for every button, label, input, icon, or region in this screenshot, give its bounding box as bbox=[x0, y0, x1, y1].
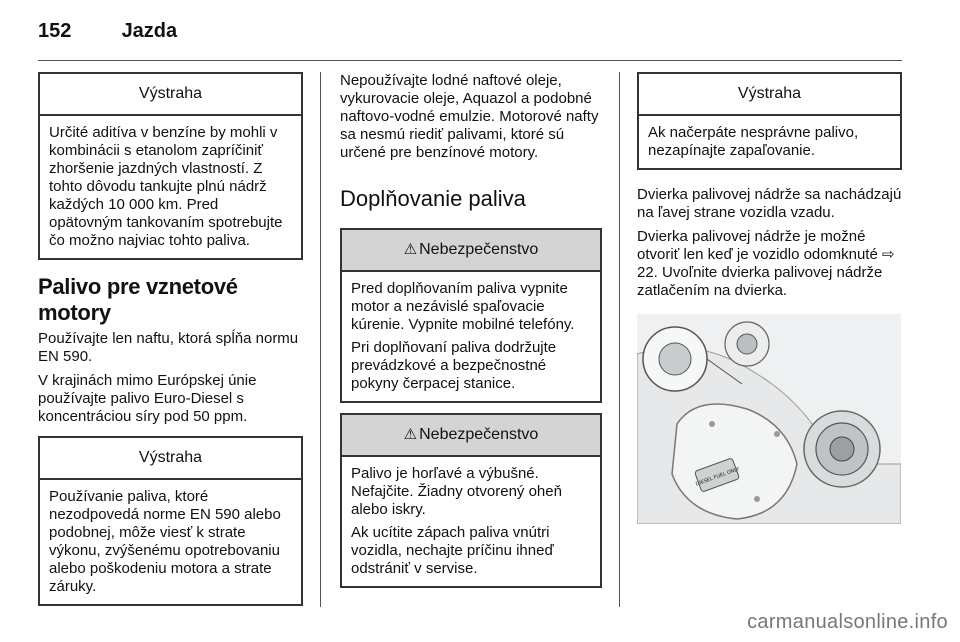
danger-title: Nebezpečenstvo bbox=[419, 426, 539, 443]
paragraph: Dvierka palivovej nádrže je možné otvoriť len keď je vozidlo odomknuté ⇨ 22. Uvoľnite dvierka palivovej nádrže zatlačením na dvierka. bbox=[637, 228, 895, 299]
section-heading: Palivo pre vznetové motory bbox=[38, 274, 238, 325]
danger-title-bar bbox=[342, 415, 600, 457]
warning-title: Výstraha bbox=[40, 74, 301, 116]
warning-triangle-icon: ⚠ bbox=[403, 426, 418, 443]
warning-text: Ak načerpáte nesprávne palivo, nezapínajte zapaľovanie. bbox=[648, 124, 859, 159]
fuel-door-illustration bbox=[637, 314, 901, 524]
paragraph: Dvierka palivovej nádrže sa nachádzajú na ľavej strane vozidla vzadu. bbox=[637, 186, 902, 221]
section-heading: Doplňovanie paliva bbox=[340, 186, 526, 211]
danger-text: Pri doplňovaní paliva dodržujte prevádzkové a bezpečnostné pokyny čerpacej stanice. bbox=[351, 339, 557, 392]
warning-box bbox=[637, 72, 902, 170]
warning-box bbox=[38, 72, 303, 260]
danger-box bbox=[340, 228, 602, 403]
danger-text: Ak ucítite zápach paliva vnútri vozidla, nechajte príčinu ihneď odstrániť v servise. bbox=[351, 524, 554, 577]
paragraph: V krajinách mimo Európskej únie používajte palivo Euro-Diesel s koncentráciou síry pod 50 ppm. bbox=[38, 372, 257, 425]
column-2 bbox=[340, 72, 602, 598]
column-3 bbox=[637, 72, 902, 524]
warning-body bbox=[40, 480, 301, 604]
danger-text: Pred doplňovaním paliva vypnite motor a nezávislé spaľovacie kúrenie. Vypnite mobilné telefóny. bbox=[351, 280, 575, 333]
warning-title: Výstraha bbox=[40, 438, 301, 480]
paragraph: Používajte len naftu, ktorá spĺňa normu EN 590. bbox=[38, 330, 299, 365]
page-header bbox=[38, 20, 177, 43]
danger-title-bar bbox=[342, 230, 600, 272]
warning-triangle-icon: ⚠ bbox=[403, 241, 418, 258]
warning-title: Výstraha bbox=[639, 74, 900, 116]
fuel-door-drawing bbox=[637, 314, 901, 524]
warning-body bbox=[40, 116, 301, 258]
warning-text: Určité aditíva v benzíne by mohli v kombinácii s etanolom zapríčiniť zhoršenie jazdných vlastností. Z tohto dôvodu tankujte plnú nádrž každých 10 000 km. Pred opätovným tankovaním spotrebujte čo možno najviac tohto paliva. bbox=[49, 124, 283, 249]
column-1 bbox=[38, 72, 303, 616]
column-divider bbox=[619, 72, 620, 607]
paragraph: Nepoužívajte lodné naftové oleje, vykurovacie oleje, Aquazol a podobné naftovo-vodné emulzie. Motorové nafty sa nesmú riediť palivami, ktoré sú určené pre benzínové motory. bbox=[340, 72, 599, 161]
danger-title: Nebezpečenstvo bbox=[419, 241, 539, 258]
section-title: Jazda bbox=[121, 20, 178, 42]
watermark: carmanualsonline.info bbox=[747, 611, 948, 633]
fuel-label: DIESEL FUEL ONLY bbox=[694, 466, 741, 488]
warning-body bbox=[639, 116, 900, 168]
danger-body bbox=[342, 272, 600, 401]
page-number: 152 bbox=[38, 20, 72, 42]
warning-box bbox=[38, 436, 303, 606]
danger-body bbox=[342, 457, 600, 586]
warning-text: Používanie paliva, ktoré nezodpovedá norme EN 590 alebo podobnej, môže viesť k strate výkonu, zvýšenému opotrebovaniu alebo poškodeniu motora a strate záruky. bbox=[49, 488, 281, 595]
danger-box bbox=[340, 413, 602, 588]
column-divider bbox=[320, 72, 321, 607]
danger-text: Palivo je horľavé a výbušné. Nefajčite. Žiadny otvorený oheň alebo iskry. bbox=[351, 465, 562, 518]
header-rule bbox=[38, 60, 902, 61]
